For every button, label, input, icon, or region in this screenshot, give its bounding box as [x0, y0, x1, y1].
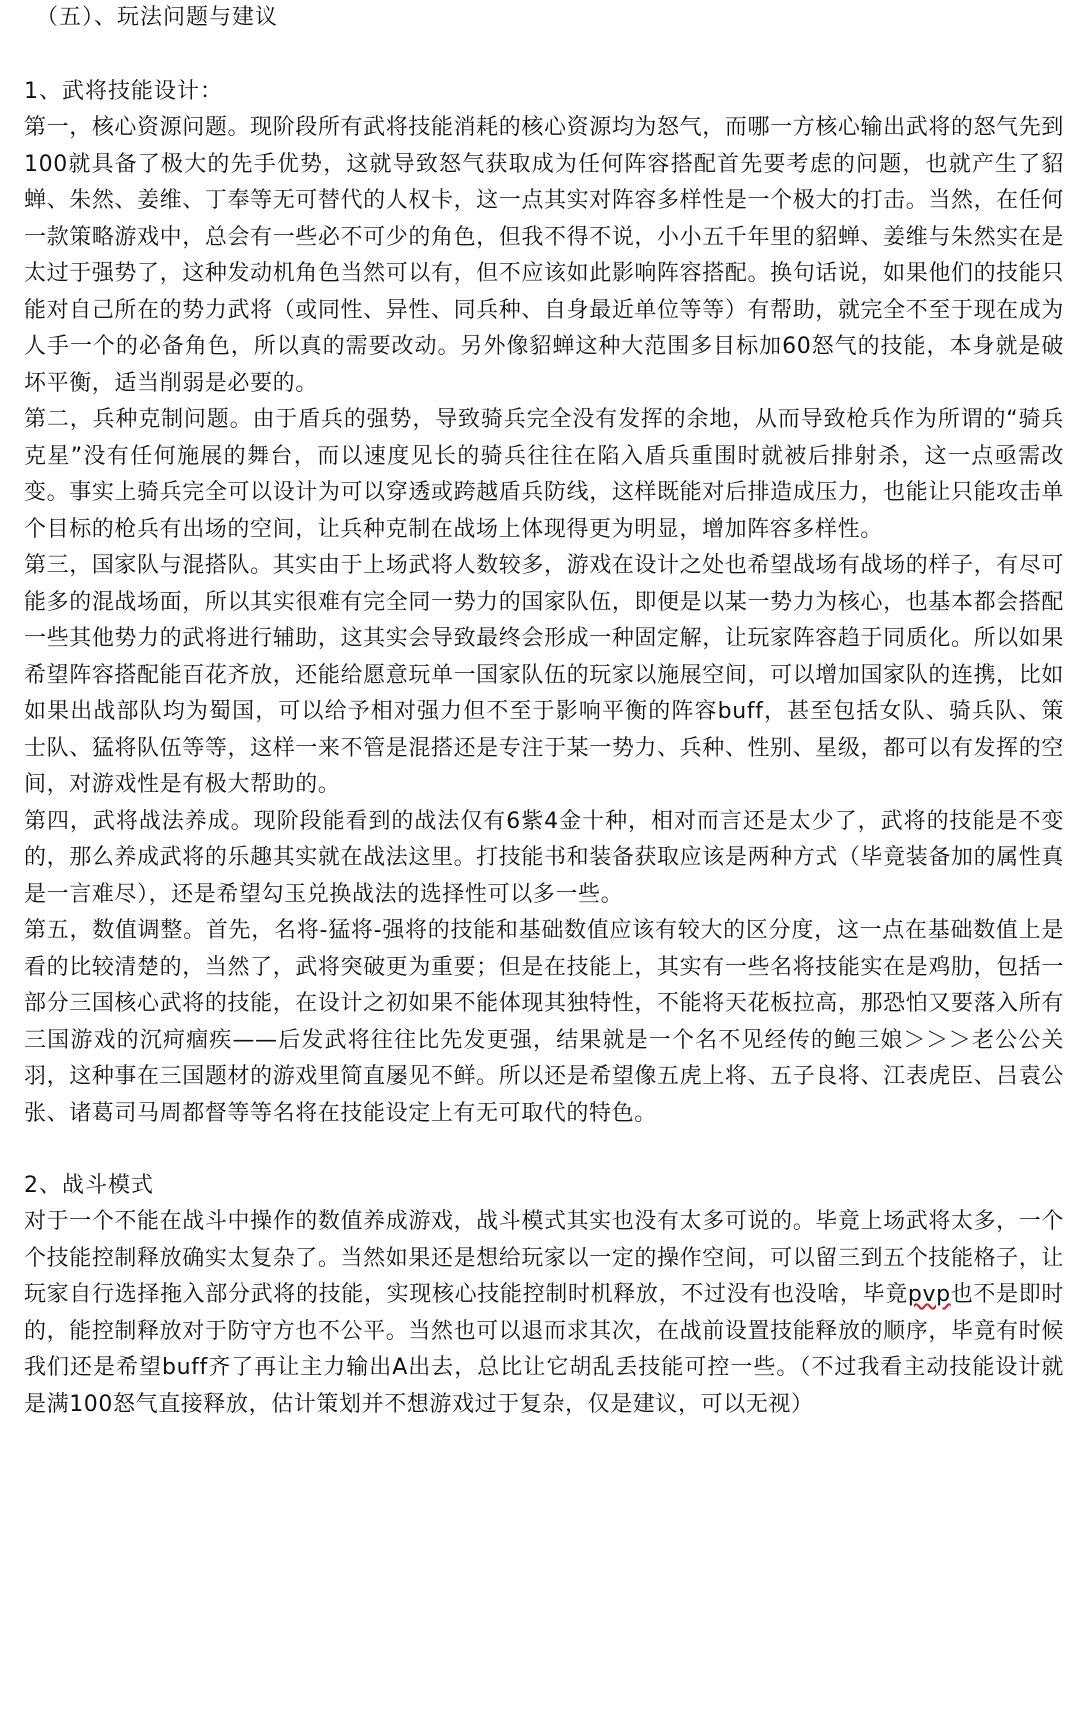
battle-mode-text-part2: 也不是即时的，能控制释放对于防守方也不公平。当然也可以退而求其次，在战前设置技能释放的顺序，毕竟有时候我们还是希望buff齐了再让主力输出A出去，总比让它胡乱丢技能可控一些。（不过我看主动技能设计就是满100怒气直接释放，估计策划并不想游戏过于复杂，仅是建议，可以无视）: [24, 1282, 1064, 1417]
paragraph-unit-counter: 第二，兵种克制问题。由于盾兵的强势，导致骑兵完全没有发挥的余地，从而导致枪兵作为所谓的“骑兵克星”没有任何施展的舞台，而以速度见长的骑兵往往在陷入盾兵重围时就被后排射杀，这一点亟需改变。事实上骑兵完全可以设计为可以穿透或跨越盾兵防线，这样既能对后排造成压力，也能让只能攻击单个目标的枪兵有出场的空间，让兵种克制在战场上体现得更为明显，增加阵容多样性。: [24, 407, 1064, 542]
battle-mode-text-part1: 对于一个不能在战斗中操作的数值养成游戏，战斗模式其实也没有太多可说的。毕竟上场武将太多，一个个技能控制释放确实太复杂了。当然如果还是想给玩家以一定的操作空间，可以留三到五个技能格子，让玩家自行选择拖入部分武将的技能，实现核心技能控制时机释放，不过没有也没啥，毕竟: [24, 1209, 1064, 1307]
paragraph-value-tuning: 第五，数值调整。首先，名将-猛将-强将的技能和基础数值应该有较大的区分度，这一点在基础数值上是看的比较清楚的，当然了，武将突破更为重要；但是在技能上，其实有一些名将技能实在是鸡肋，包括一部分三国核心武将的技能，在设计之初如果不能体现其独特性，不能将天花板拉高，那恐怕又要落入所有三国游戏的沉疴痼疾——后发武将往往比先发更强，结果就是一个名不见经传的鲍三娘＞＞＞老公公关羽，这种事在三国题材的游戏里简直屡见不鲜。所以还是希望像五虎上将、五子良将、江表虎臣、吕袁公张、诸葛司马周都督等等名将在技能设定上有无可取代的特色。: [24, 918, 1064, 1126]
paragraph-faction-team: 第三，国家队与混搭队。其实由于上场武将人数较多，游戏在设计之处也希望战场有战场的样子，有尽可能多的混战场面，所以其实很难有完全同一势力的国家队伍，即便是以某一势力为核心，也基本都会搭配一些其他势力的武将进行辅助，这其实会导致最终会形成一种固定解，让玩家阵容趋于同质化。所以如果希望阵容搭配能百花齐放，还能给愿意玩单一国家队伍的玩家以施展空间，可以增加国家队的连携，比如如果出战部队均为蜀国，可以给予相对强力但不至于影响平衡的阵容buff，甚至包括女队、骑兵队、策士队、猛将队伍等等，这样一来不管是混搭还是专注于某一势力、兵种、性别、星级，都可以有发挥的空间，对游戏性是有极大帮助的。: [24, 553, 1064, 797]
paragraph-core-resource: 第一，核心资源问题。现阶段所有武将技能消耗的核心资源均为怒气，而哪一方核心输出武将的怒气先到100就具备了极大的先手优势，这就导致怒气获取成为任何阵容搭配首先要考虑的问题，也就产生了貂蝉、朱然、姜维、丁奉等无可替代的人权卡，这一点其实对阵容多样性是一个极大的打击。当然，在任何一款策略游戏中，总会有一些必不可少的角色，但我不得不说，小小五千年里的貂蝉、姜维与朱然实在是太过于强势了，这种发动机角色当然可以有，但不应该如此影响阵容搭配。换句话说，如果他们的技能只能对自己所在的势力武将（或同性、异性、同兵种、自身最近单位等等）有帮助，就完全不至于现在成为人手一个的必备角色，所以真的需要改动。另外像貂蝉这种大范围多目标加60怒气的技能，本身就是破坏平衡，适当削弱是必要的。: [24, 115, 1064, 396]
paragraph-battle-mode: [24, 1204, 1064, 1423]
section-spacer: [24, 1132, 1064, 1168]
section-heading-battle-mode: 2、战斗模式: [24, 1173, 154, 1198]
section-heading-skill-design: 1、武将技能设计：: [24, 79, 223, 104]
spellcheck-word-pvp: pvp: [907, 1282, 951, 1307]
document-page: [24, 0, 1064, 1423]
paragraph-tactics-growth: 第四，武将战法养成。现阶段能看到的战法仅有6紫4金十种，相对而言还是太少了，武将的技能是不变的，那么养成武将的乐趣其实就在战法这里。打技能书和装备获取应该是两种方式（毕竟装备加的属性真是一言难尽），还是希望勾玉兑换战法的选择性可以多一些。: [24, 808, 1064, 907]
chapter-heading: （五）、玩法问题与建议: [36, 5, 279, 30]
